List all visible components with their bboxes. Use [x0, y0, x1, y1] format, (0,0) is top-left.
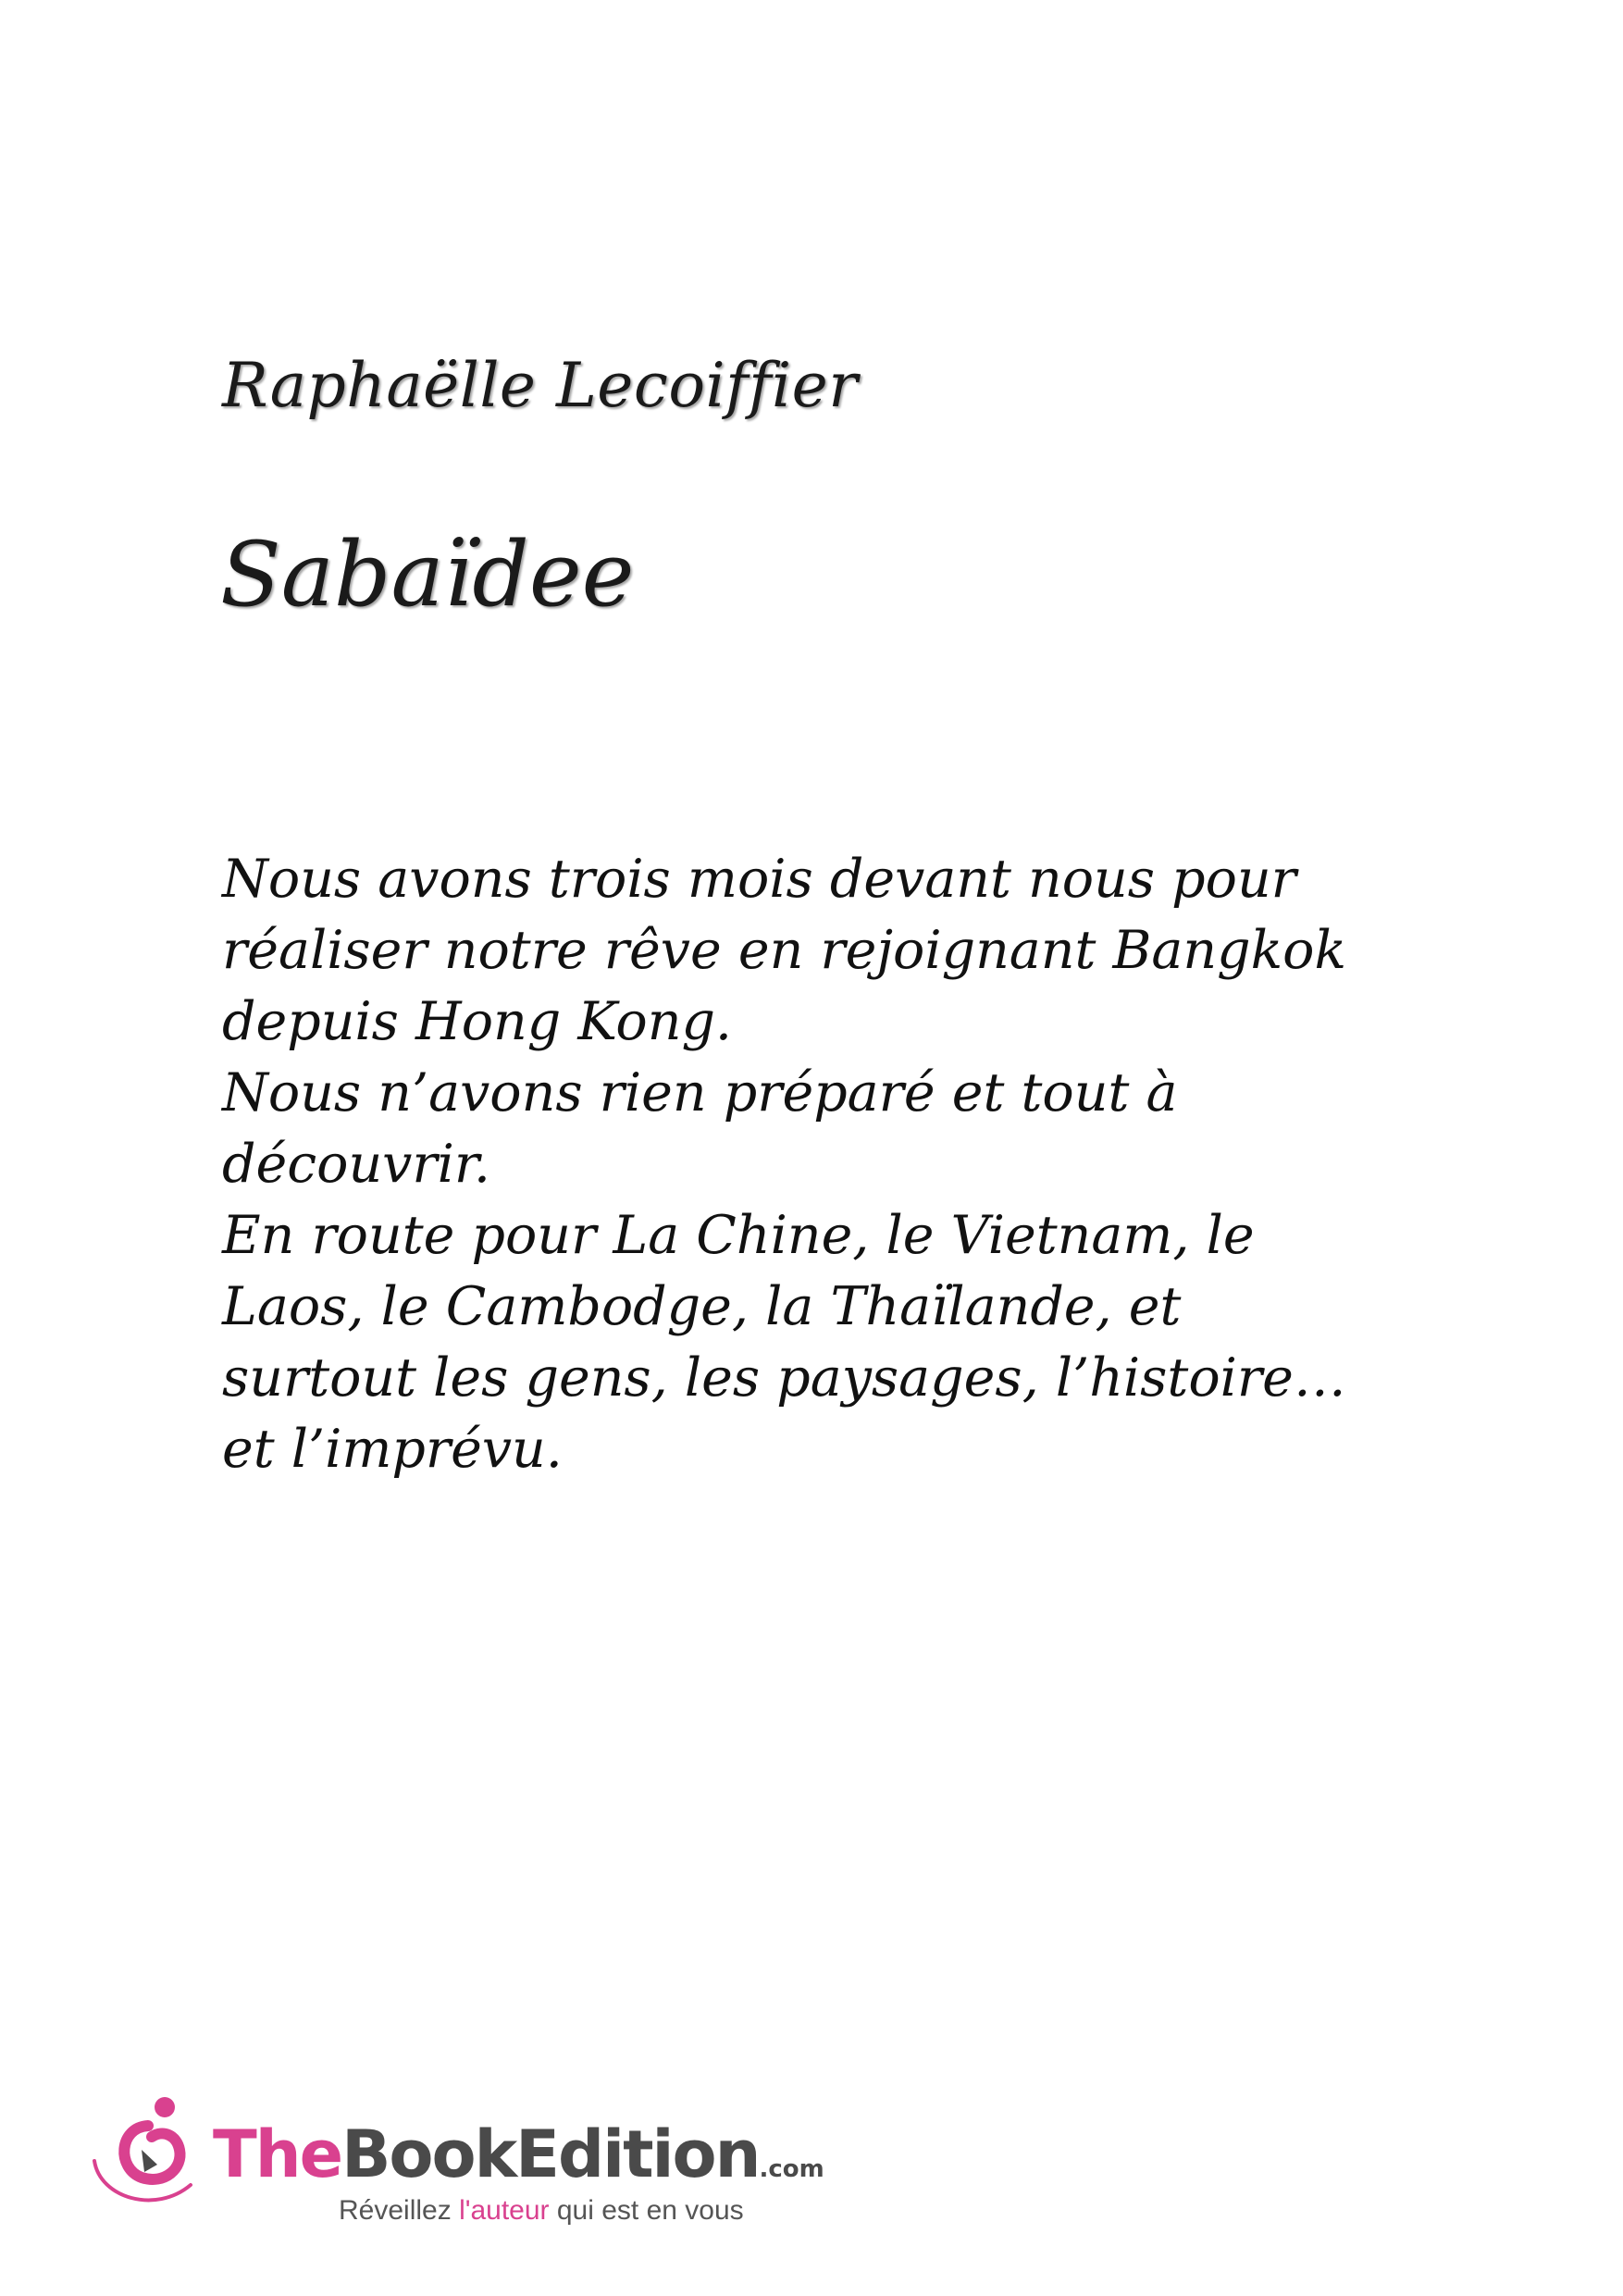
publisher-tagline	[339, 2195, 744, 2227]
author-name: Raphaëlle Lecoiffier	[222, 350, 859, 421]
blurb-line: En route pour La Chine, le Vietnam, le	[222, 1205, 1255, 1266]
blurb-line: surtout les gens, les paysages, l’histoire…	[222, 1347, 1346, 1409]
wordmark-edition: Edition	[515, 2116, 760, 2192]
back-cover-blurb	[222, 844, 1346, 1485]
tagline-before: Réveillez	[339, 2195, 460, 2226]
blurb-line: depuis Hong Kong.	[222, 991, 733, 1052]
wordmark-the: The	[213, 2116, 342, 2192]
tagline-accent: l'auteur	[459, 2195, 550, 2226]
book-title: Sabaïdee	[220, 523, 635, 627]
wordmark-book: Book	[341, 2116, 516, 2192]
publisher-logo	[91, 2096, 831, 2235]
blurb-line: Laos, le Cambodge, la Thaïlande, et	[222, 1276, 1182, 1337]
publisher-wordmark	[213, 2116, 824, 2192]
blurb-line: réaliser notre rêve en rejoignant Bangkok	[222, 920, 1346, 981]
wordmark-dotcom: .com	[759, 2155, 824, 2183]
blurb-line: et l’imprévu.	[222, 1419, 563, 1480]
blurb-line: découvrir.	[222, 1134, 490, 1195]
blurb-line: Nous avons trois mois devant nous pour	[222, 849, 1296, 910]
blurb-line: Nous n’avons rien préparé et tout à	[222, 1062, 1178, 1123]
person-swirl-icon	[91, 2096, 202, 2212]
tagline-after: qui est en vous	[549, 2195, 744, 2226]
